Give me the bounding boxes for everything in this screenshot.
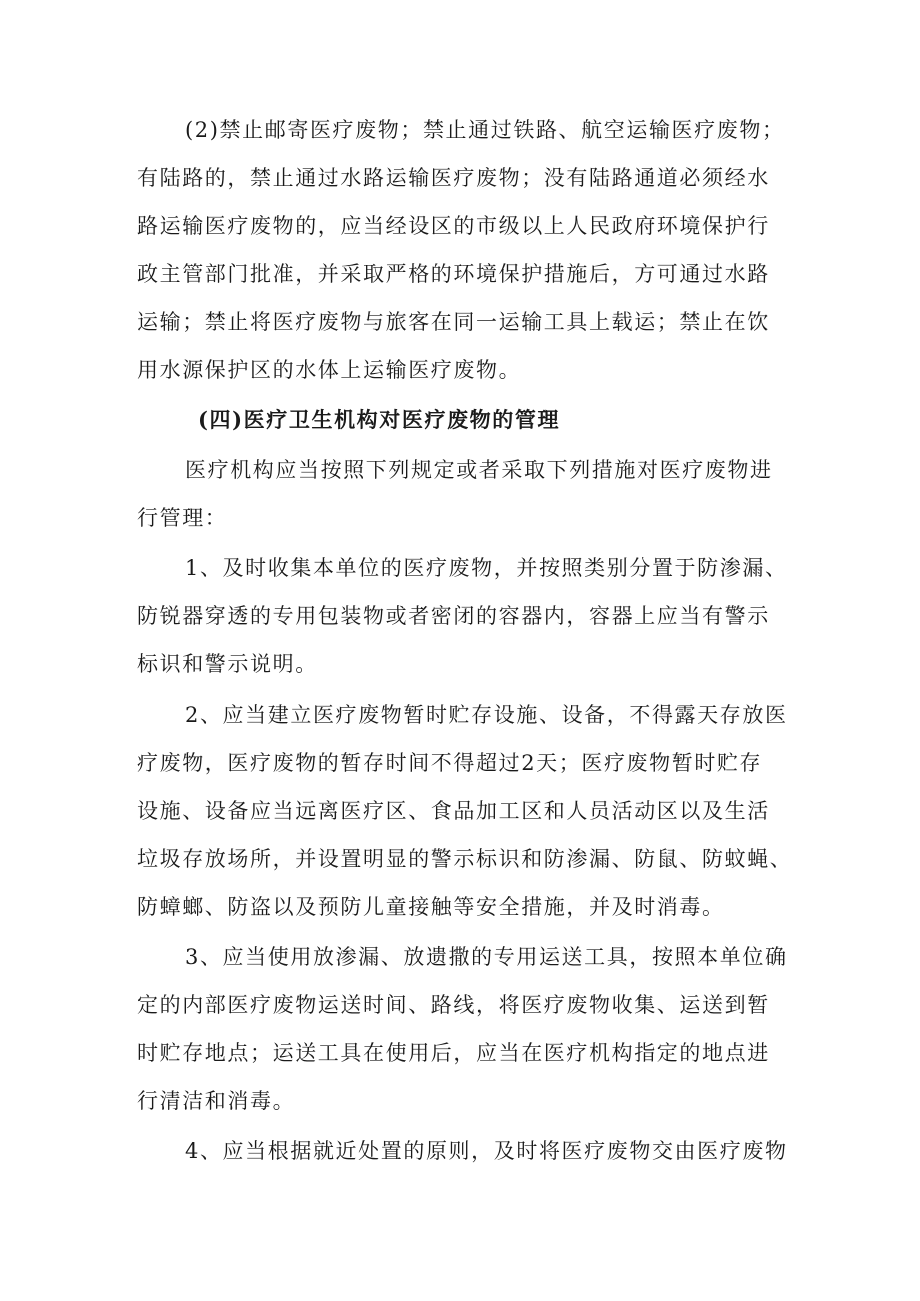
text-line: 有陆路的，禁止通过水路运输医疗废物；没有陆路通道必须经水: [137, 166, 770, 190]
text-line: 定的内部医疗废物运送时间、路线，将医疗废物收集、运送到暂: [137, 993, 770, 1017]
text-line: 1、及时收集本单位的医疗废物，并按照类别分置于防渗漏、: [185, 556, 788, 580]
text-line: 4、应当根据就近处置的原则，及时将医疗废物交由医疗废物: [185, 1139, 788, 1163]
text-line: 时贮存地点；运送工具在使用后，应当在医疗机构指定的地点进: [137, 1041, 770, 1065]
text-line: 用水源保护区的水体上运输医疗废物。: [137, 358, 522, 382]
text-line: 防蟑螂、防盗以及预防儿童接触等安全措施，并及时消毒。: [137, 895, 725, 919]
text-line: (2)禁止邮寄医疗废物；禁止通过铁路、航空运输医疗废物；: [185, 118, 785, 142]
text-line: 医疗机构应当按照下列规定或者采取下列措施对医疗废物进: [185, 458, 773, 482]
text-line: 防锐器穿透的专用包装物或者密闭的容器内，容器上应当有警示: [137, 604, 770, 628]
text-line: 政主管部门批准，并采取严格的环境保护措施后，方可通过水路: [137, 262, 770, 286]
text-line: 行管理：: [137, 506, 228, 530]
text-line: 垃圾存放场所，并设置明显的警示标识和防渗漏、防鼠、防蚊蝇、: [137, 847, 793, 871]
text-line: 2、应当建立医疗废物暂时贮存设施、设备，不得露天存放医: [185, 703, 788, 727]
text-line: 行清洁和消毒。: [137, 1089, 296, 1113]
section-heading: (四)医疗卫生机构对医疗废物的管理: [198, 407, 561, 432]
text-line: 标识和警示说明。: [137, 652, 318, 676]
text-line: 设施、设备应当远离医疗区、食品加工区和人员活动区以及生活: [137, 799, 770, 823]
text-line: 运输；禁止将医疗废物与旅客在同一运输工具上载运；禁止在饮: [137, 310, 770, 334]
text-line: 3、应当使用放渗漏、放遗撒的专用运送工具，按照本单位确: [185, 945, 788, 969]
text-line: 疗废物，医疗废物的暂存时间不得超过2天；医疗废物暂时贮存: [137, 751, 763, 775]
text-line: 路运输医疗废物的，应当经设区的市级以上人民政府环境保护行: [137, 214, 770, 238]
